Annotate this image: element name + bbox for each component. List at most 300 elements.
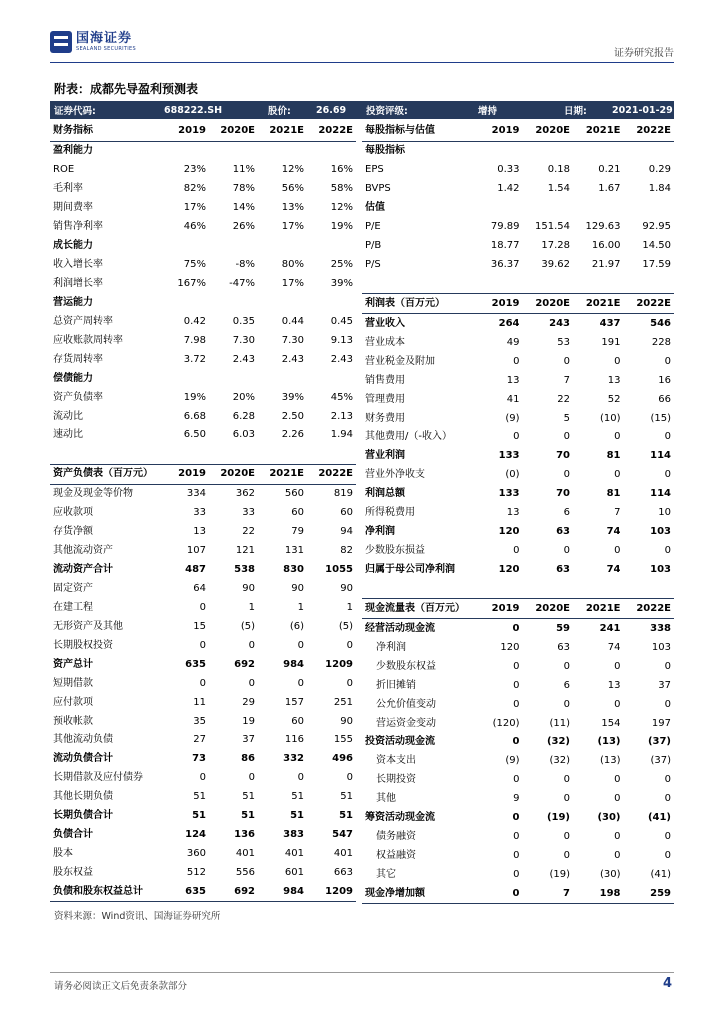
table-cell: 0	[513, 850, 520, 862]
logo-chinese-name: 国海证券	[76, 31, 133, 46]
table-row	[362, 371, 674, 390]
row-label: 资产总计	[53, 658, 93, 670]
table-row	[50, 561, 356, 580]
row-label: 销售费用	[365, 374, 405, 386]
section-row	[50, 237, 356, 256]
table-cell: 120	[498, 526, 520, 538]
table-row	[50, 218, 356, 237]
table-row	[362, 256, 674, 275]
table-cell: 27	[193, 734, 206, 746]
table-cell	[160, 293, 209, 312]
table-cell: 51	[192, 810, 206, 822]
table-cell: 264	[498, 317, 520, 329]
table-cell: 0	[199, 677, 206, 689]
table-cell: 17.28	[541, 240, 570, 252]
table-cell: 9.13	[330, 334, 353, 346]
table-cell: (41)	[650, 869, 671, 881]
table-cell: (37)	[647, 736, 671, 748]
table-cell: (11)	[549, 717, 570, 729]
table-row	[50, 731, 356, 750]
table-cell	[209, 141, 258, 160]
code-value: 688222.SH	[164, 104, 223, 116]
table-cell: 0	[664, 793, 671, 805]
table-cell: 0	[248, 772, 255, 784]
table-cell	[624, 580, 675, 599]
table-row	[362, 466, 674, 485]
table-cell: 22	[242, 526, 255, 538]
row-label: 净利润	[365, 526, 395, 538]
table-row	[50, 542, 356, 561]
table-cell	[209, 445, 258, 464]
table-cell: 692	[209, 883, 258, 902]
table-cell: 198	[573, 885, 624, 904]
table-cell: 15	[193, 620, 206, 632]
table-cell	[160, 237, 209, 256]
table-cell: 0	[297, 772, 304, 784]
table-cell: 487	[185, 564, 206, 576]
table-cell: 2.13	[330, 410, 353, 422]
row-label: 权益融资	[376, 850, 416, 862]
table-cell: 17%	[183, 202, 206, 214]
table-cell: 0	[513, 431, 520, 443]
section-row	[50, 293, 356, 312]
table-cell: 14.50	[642, 240, 671, 252]
table-cell: 64	[193, 582, 206, 594]
row-label: 公允价值变动	[376, 698, 436, 710]
table-cell: 2.43	[281, 353, 304, 365]
table-cell: 20%	[232, 391, 255, 403]
row-label: 速动比	[53, 429, 83, 441]
table-cell: 0	[199, 601, 206, 613]
table-cell: 74	[607, 641, 621, 653]
table-row	[362, 828, 674, 847]
table-cell: (41)	[647, 812, 671, 824]
table-cell: 819	[333, 488, 353, 500]
table-cell: 1.54	[547, 183, 570, 195]
table-cell: 401	[284, 848, 304, 860]
table-cell: (120)	[492, 717, 520, 729]
table-cell: 0	[614, 774, 621, 786]
row-label: 营业收入	[365, 317, 405, 329]
table-cell: 13	[193, 526, 206, 538]
table-cell: 546	[650, 317, 671, 329]
row-label: 债务融资	[376, 831, 416, 843]
table-cell: 90	[340, 715, 353, 727]
row-label: 管理费用	[365, 393, 405, 405]
table-row	[362, 885, 674, 904]
table-cell	[573, 141, 624, 160]
table-cell: (30)	[597, 812, 621, 824]
row-label: 存货净额	[53, 526, 93, 538]
table-cell: 12%	[330, 202, 353, 214]
table-row	[362, 485, 674, 504]
table-cell: 46%	[183, 221, 206, 233]
table-cell: 129.63	[585, 221, 621, 233]
row-label: 营业成本	[365, 336, 405, 348]
table-row	[50, 523, 356, 542]
table-cell: 7	[563, 374, 570, 386]
table-row	[362, 619, 674, 638]
table-row	[362, 447, 674, 466]
table-cell: 52	[607, 393, 621, 405]
table-cell	[160, 445, 209, 464]
table-cell: 7.30	[232, 334, 255, 346]
table-cell: 90	[340, 582, 353, 594]
table-row	[362, 809, 674, 828]
table-cell: 133	[498, 488, 520, 500]
company-logo	[50, 31, 136, 53]
table-cell: 0.18	[547, 164, 570, 176]
rating-value: 增持	[478, 106, 498, 117]
table-row	[362, 333, 674, 352]
table-cell: 26%	[232, 221, 255, 233]
table-cell: 1209	[325, 658, 353, 670]
table-row	[362, 714, 674, 733]
table-cell: 58%	[330, 183, 353, 195]
row-label: 其他流动资产	[53, 545, 113, 557]
row-label: 负债合计	[53, 829, 93, 841]
table-cell: 60	[291, 507, 304, 519]
table-cell: 1	[346, 601, 353, 613]
table-cell: 334	[186, 488, 206, 500]
table-cell: 496	[332, 753, 353, 765]
table-row	[50, 883, 356, 902]
table-cell: 70	[556, 488, 570, 500]
table-row	[50, 256, 356, 275]
table-cell: 0	[614, 698, 621, 710]
table-cell: 2.43	[330, 353, 353, 365]
section-row	[362, 199, 674, 218]
table-row	[50, 769, 356, 788]
table-cell: 25%	[330, 259, 353, 271]
table-row	[362, 771, 674, 790]
row-label	[50, 445, 160, 464]
table-cell: 0	[513, 545, 520, 557]
table-cell: 228	[651, 336, 671, 348]
row-label: 净利润	[376, 641, 406, 653]
table-row	[362, 314, 674, 333]
table-cell: 103	[651, 641, 671, 653]
table-row	[50, 807, 356, 826]
table-cell: 51	[290, 810, 304, 822]
table-cell: 66	[658, 393, 671, 405]
table-cell: 0	[513, 660, 520, 672]
table-cell: 73	[192, 753, 206, 765]
table-cell: 2021E	[258, 122, 307, 141]
table-cell: 560	[284, 488, 304, 500]
table-cell: 830	[283, 564, 304, 576]
table-cell: 60	[291, 715, 304, 727]
row-label: 无形资产及其他	[53, 620, 123, 632]
table-cell	[307, 369, 356, 388]
table-cell: 167%	[177, 277, 206, 289]
logo-english-name: SEALAND SECURITIES	[76, 46, 136, 52]
table-cell: 74	[606, 564, 621, 576]
table-cell: 0	[664, 850, 671, 862]
row-label: 应收账款周转率	[53, 334, 123, 346]
table-row	[362, 580, 674, 599]
table-cell: 0	[614, 793, 621, 805]
table-cell: (10)	[599, 412, 621, 424]
table-cell: 0.29	[648, 164, 671, 176]
table-cell: 53	[557, 336, 570, 348]
table-cell: 0	[513, 698, 520, 710]
table-cell: 92.95	[642, 221, 671, 233]
row-label: 应付款项	[53, 696, 93, 708]
price-value: 26.69	[316, 104, 347, 116]
table-row	[50, 712, 356, 731]
table-cell: 17.59	[642, 259, 671, 271]
table-row	[362, 161, 674, 180]
table-row	[50, 750, 356, 769]
table-cell: 401	[235, 848, 255, 860]
right-financial-table	[362, 122, 674, 904]
table-cell	[523, 199, 574, 218]
section-row	[50, 141, 356, 160]
table-cell: 0	[563, 355, 570, 367]
table-cell: 0.44	[281, 315, 304, 327]
table-cell: 107	[186, 545, 206, 557]
row-label: 流动资产合计	[53, 564, 113, 576]
table-cell: (32)	[546, 736, 570, 748]
table-cell: 2022E	[624, 294, 675, 314]
table-cell: 0	[512, 736, 520, 748]
table-cell: 2020E	[209, 464, 258, 484]
table-cell	[523, 580, 574, 599]
table-cell: 21.97	[591, 259, 621, 271]
table-cell: 0	[563, 774, 570, 786]
table-cell: 12%	[281, 164, 304, 176]
table-cell: 2019	[160, 464, 209, 484]
table-cell: 0	[248, 639, 255, 651]
table-cell: 0	[614, 431, 621, 443]
table-cell: 0	[563, 793, 570, 805]
row-label: 现金及现金等价物	[53, 488, 133, 500]
table-cell: 692	[234, 658, 255, 670]
left-panel	[50, 122, 356, 902]
table-cell: 16%	[330, 164, 353, 176]
table-cell: 243	[549, 317, 570, 329]
table-cell: -8%	[235, 259, 255, 271]
table-cell: 14%	[232, 202, 255, 214]
table-cell: 0.33	[497, 164, 520, 176]
table-header-row	[362, 294, 674, 314]
table-row	[50, 636, 356, 655]
table-cell: 124	[185, 829, 206, 841]
table-cell	[573, 580, 624, 599]
table-row	[362, 561, 674, 580]
table-cell: 0	[563, 469, 570, 481]
table-cell: (6)	[289, 620, 304, 632]
table-cell: -47%	[229, 277, 255, 289]
table-cell: 0	[664, 469, 671, 481]
row-label: 短期借款	[53, 677, 93, 689]
row-label: 财务费用	[365, 412, 405, 424]
row-label: 盈利能力	[53, 145, 93, 157]
row-label: 少数股东权益	[376, 660, 436, 672]
table-cell: 332	[283, 753, 304, 765]
table-cell: 6.68	[183, 410, 206, 422]
row-label: 营业税金及附加	[365, 355, 435, 367]
table-cell: 51	[340, 791, 353, 803]
table-cell: 51	[339, 810, 353, 822]
row-label: 固定资产	[53, 582, 93, 594]
row-label: 股东权益	[53, 867, 93, 879]
table-cell: 1	[297, 601, 304, 613]
table-cell: 2019	[472, 122, 523, 141]
table-row	[50, 445, 356, 464]
row-label: 经营活动现金流	[365, 622, 435, 634]
table-cell: 133	[498, 450, 520, 462]
table-cell: 2021E	[573, 294, 624, 314]
table-cell: 191	[601, 336, 621, 348]
table-cell: 16.00	[591, 240, 621, 252]
table-cell: 5	[563, 412, 570, 424]
table-cell	[258, 237, 307, 256]
table-cell: 2.50	[281, 410, 304, 422]
row-label: 其他长期负债	[53, 791, 113, 803]
row-label: 收入增长率	[53, 259, 103, 271]
rating-label: 投资评级:	[366, 106, 408, 117]
table-cell: 70	[556, 450, 570, 462]
row-label: 所得税费用	[365, 507, 415, 519]
table-cell: 13%	[281, 202, 304, 214]
table-cell: 3.72	[183, 353, 206, 365]
table-row	[362, 695, 674, 714]
table-row	[362, 638, 674, 657]
table-row	[50, 617, 356, 636]
table-cell: 35	[193, 715, 206, 727]
table-cell	[307, 237, 356, 256]
table-cell: (13)	[597, 736, 621, 748]
table-cell: 0	[563, 431, 570, 443]
table-row	[362, 409, 674, 428]
table-row	[362, 542, 674, 561]
table-cell: 0	[199, 639, 206, 651]
table-cell: 63	[557, 641, 570, 653]
table-row	[50, 388, 356, 407]
price-label: 股价:	[268, 106, 291, 117]
table-cell: 1055	[325, 564, 353, 576]
row-label: 其他费用/（-收入）	[365, 431, 452, 443]
table-cell	[624, 275, 675, 294]
table-cell: 19%	[330, 221, 353, 233]
table-cell: 0	[346, 639, 353, 651]
table-cell: 39.62	[541, 259, 570, 271]
table-cell: 7.98	[183, 334, 206, 346]
table-row	[50, 426, 356, 445]
table-cell: 601	[284, 867, 304, 879]
table-cell: 22	[557, 393, 570, 405]
row-label: 营运能力	[53, 296, 93, 308]
table-cell: 2019	[472, 294, 523, 314]
table-cell: 556	[235, 867, 255, 879]
table-cell: 2.43	[232, 353, 255, 365]
row-label: 营业利润	[365, 450, 405, 462]
table-row	[362, 237, 674, 256]
table-cell: 120	[498, 564, 520, 576]
table-cell: 17%	[281, 221, 304, 233]
row-label: 利润表（百万元）	[362, 294, 472, 314]
table-cell: 2020E	[523, 599, 574, 619]
table-cell: 2021E	[573, 122, 624, 141]
table-row	[362, 790, 674, 809]
table-row	[362, 428, 674, 447]
table-cell: 1.84	[648, 183, 671, 195]
table-row	[50, 598, 356, 617]
table-cell: 49	[506, 336, 520, 348]
table-row	[362, 352, 674, 371]
table-row	[362, 504, 674, 523]
table-cell: 75%	[183, 259, 206, 271]
row-label: 预收帐款	[53, 715, 93, 727]
row-label: 资本支出	[376, 755, 416, 767]
table-cell: 401	[333, 848, 353, 860]
table-header-row	[362, 599, 674, 619]
table-cell: 13	[506, 507, 520, 519]
table-row	[50, 484, 356, 503]
table-cell: 56%	[281, 183, 304, 195]
row-label	[362, 580, 472, 599]
right-panel	[362, 122, 674, 904]
row-label: 长期负债合计	[53, 810, 113, 822]
table-row	[50, 693, 356, 712]
table-cell	[624, 141, 675, 160]
row-label: 长期借款及应付债券	[53, 772, 143, 784]
table-cell: 2021E	[258, 464, 307, 484]
table-cell: 154	[601, 717, 621, 729]
table-cell: (13)	[599, 755, 621, 767]
page-number: 4	[662, 976, 672, 991]
table-cell: 11	[193, 696, 206, 708]
table-cell: 0	[664, 431, 671, 443]
table-cell: 81	[606, 450, 621, 462]
table-cell: 18.77	[490, 240, 520, 252]
table-row	[50, 845, 356, 864]
table-cell: 259	[624, 885, 675, 904]
table-cell: 0	[563, 698, 570, 710]
table-cell: (9)	[505, 755, 520, 767]
table-cell	[472, 580, 523, 599]
table-cell	[573, 275, 624, 294]
table-cell: 2020E	[209, 122, 258, 141]
table-header-row	[50, 122, 356, 141]
table-cell	[160, 369, 209, 388]
table-cell: 538	[234, 564, 255, 576]
table-cell: 0	[614, 831, 621, 843]
table-row	[362, 218, 674, 237]
table-cell: 79.89	[490, 221, 520, 233]
table-cell: 2.26	[281, 429, 304, 441]
row-label	[362, 275, 472, 294]
table-cell: 0	[614, 469, 621, 481]
table-cell: 0	[248, 677, 255, 689]
row-label: P/S	[365, 259, 381, 271]
table-cell: 39%	[330, 277, 353, 289]
row-label: 其他流动负债	[53, 734, 113, 746]
table-cell: 103	[650, 564, 671, 576]
table-cell: 0	[614, 660, 621, 672]
table-cell: 114	[650, 488, 671, 500]
row-label: 其它	[376, 869, 396, 881]
table-cell: 0	[664, 774, 671, 786]
table-cell: (19)	[549, 869, 570, 881]
table-cell: 0	[563, 831, 570, 843]
table-row	[362, 866, 674, 885]
table-cell: 19	[242, 715, 255, 727]
row-label: 利润总额	[365, 488, 405, 500]
table-cell: (0)	[505, 469, 520, 481]
